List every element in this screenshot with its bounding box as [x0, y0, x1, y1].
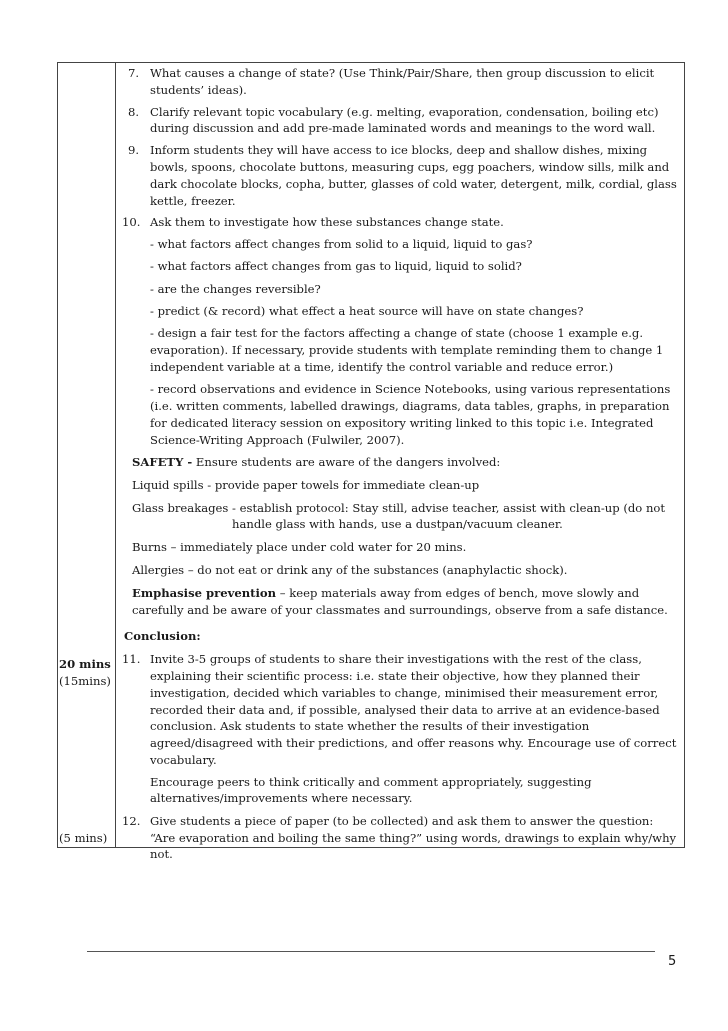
column-divider [115, 63, 116, 847]
list-item [118, 813, 680, 863]
list-item [118, 65, 680, 99]
safety-text: Ensure students are aware of the dangers involved: [192, 454, 501, 469]
item-text: What causes a change of state? (Use Think/Pair/Share, then group discussion to elicit students’ ideas). [150, 66, 655, 97]
page-number: 5 [668, 954, 677, 969]
time-total: 20 mins [59, 657, 111, 671]
sub-item: - what factors affect changes from solid to a liquid, liquid to gas? [150, 237, 533, 252]
safety-intro [118, 454, 680, 471]
safety-burns: Burns – immediately place under cold water for 20 mins. [132, 540, 467, 555]
item-number: 9. [128, 143, 140, 158]
list-item [118, 104, 680, 138]
sub-item: - are the changes reversible? [150, 281, 321, 296]
safety-allergies: Allergies – do not eat or drink any of the substances (anaphylactic shock). [132, 562, 568, 577]
item-number: 11. [122, 652, 141, 667]
item-number: 12. [122, 813, 141, 828]
sub-item: - record observations and evidence in Science Notebooks, using various representations (i.e. written comments, labelled drawings, diagrams, data tables, graphs, in preparation for dedicated literacy session on expository writing linked to this topic i.e. Integrated Science-Writing Approach (Fulwiler, 2007). [150, 382, 671, 447]
footer-rule [87, 951, 655, 952]
item-text: Ask them to investigate how these substances change state. [150, 215, 504, 230]
emphasise-label: Emphasise prevention [132, 585, 277, 600]
safety-glass [118, 500, 680, 534]
conclusion-heading: Conclusion: [124, 629, 201, 644]
safety-glass-line1: Glass breakages - establish protocol: Stay still, advise teacher, assist with clean-up (do not [132, 500, 666, 515]
sub-item: - predict (& record) what effect a heat source will have on state changes? [150, 304, 584, 319]
lesson-content [118, 65, 680, 868]
safety-label: SAFETY - [132, 454, 193, 469]
sub-item: - design a fair test for the factors affecting a change of state (choose 1 example e.g. evaporation). If necessary, provide students with template reminding them to change 1 independent variable at a time, identify the control variable and reduce error.) [150, 326, 664, 374]
list-item [118, 142, 680, 209]
list-item [118, 214, 680, 231]
item-text: Invite 3-5 groups of students to share their investigations with the rest of the class, explaining their scientific process: i.e. state their objective, how they planned their investigation, decided which variables to change, minimised their measurement error, recorded their data and, if possible, analysed their data to arrive at an evidence-based conclusion. Ask students to state whether the results of their investigation agreed/disagreed with their predictions, and offer reasons why. Encourage use of correct vocabulary. [150, 652, 677, 767]
list-item [118, 651, 680, 769]
item-number: 10. [122, 215, 141, 230]
time-sub2: (5 mins) [59, 831, 108, 845]
item-text: Give students a piece of paper (to be collected) and ask them to answer the question: “Are evaporation and boiling the same thing?” using words, drawings to explain why/why not. [150, 813, 677, 862]
item-text: Inform students they will have access to ice blocks, deep and shallow dishes, mixing bowls, spoons, chocolate buttons, measuring cups, egg poachers, window sills, milk and dark chocolate blocks, copha, butter, glasses of cold water, detergent, milk, cordial, glass kettle, freezer. [150, 143, 677, 208]
time-sub1: (15mins) [59, 674, 111, 688]
item-text: Clarify relevant topic vocabulary (e.g. melting, evaporation, condensation, boiling etc) during discussion and add pre-made laminated words and meanings to the word wall. [150, 104, 659, 136]
item-number: 8. [128, 104, 140, 119]
emphasise-text: – keep materials away from edges of bench, move slowly and carefully and be aware of your classmates and surroundings, observe from a safe distance. [132, 585, 668, 617]
safety-glass-line2: handle glass with hands, use a dustpan/vacuum cleaner. [232, 517, 563, 532]
sub-item: - what factors affect changes from gas to liquid, liquid to solid? [150, 259, 522, 274]
item-number: 7. [128, 66, 140, 80]
safety-spills: Liquid spills - provide paper towels for immediate clean-up [132, 477, 480, 492]
encourage-peers: Encourage peers to think critically and comment appropriately, suggesting alternatives/improvements where necessary. [150, 774, 592, 806]
emphasise-prevention [118, 585, 680, 619]
